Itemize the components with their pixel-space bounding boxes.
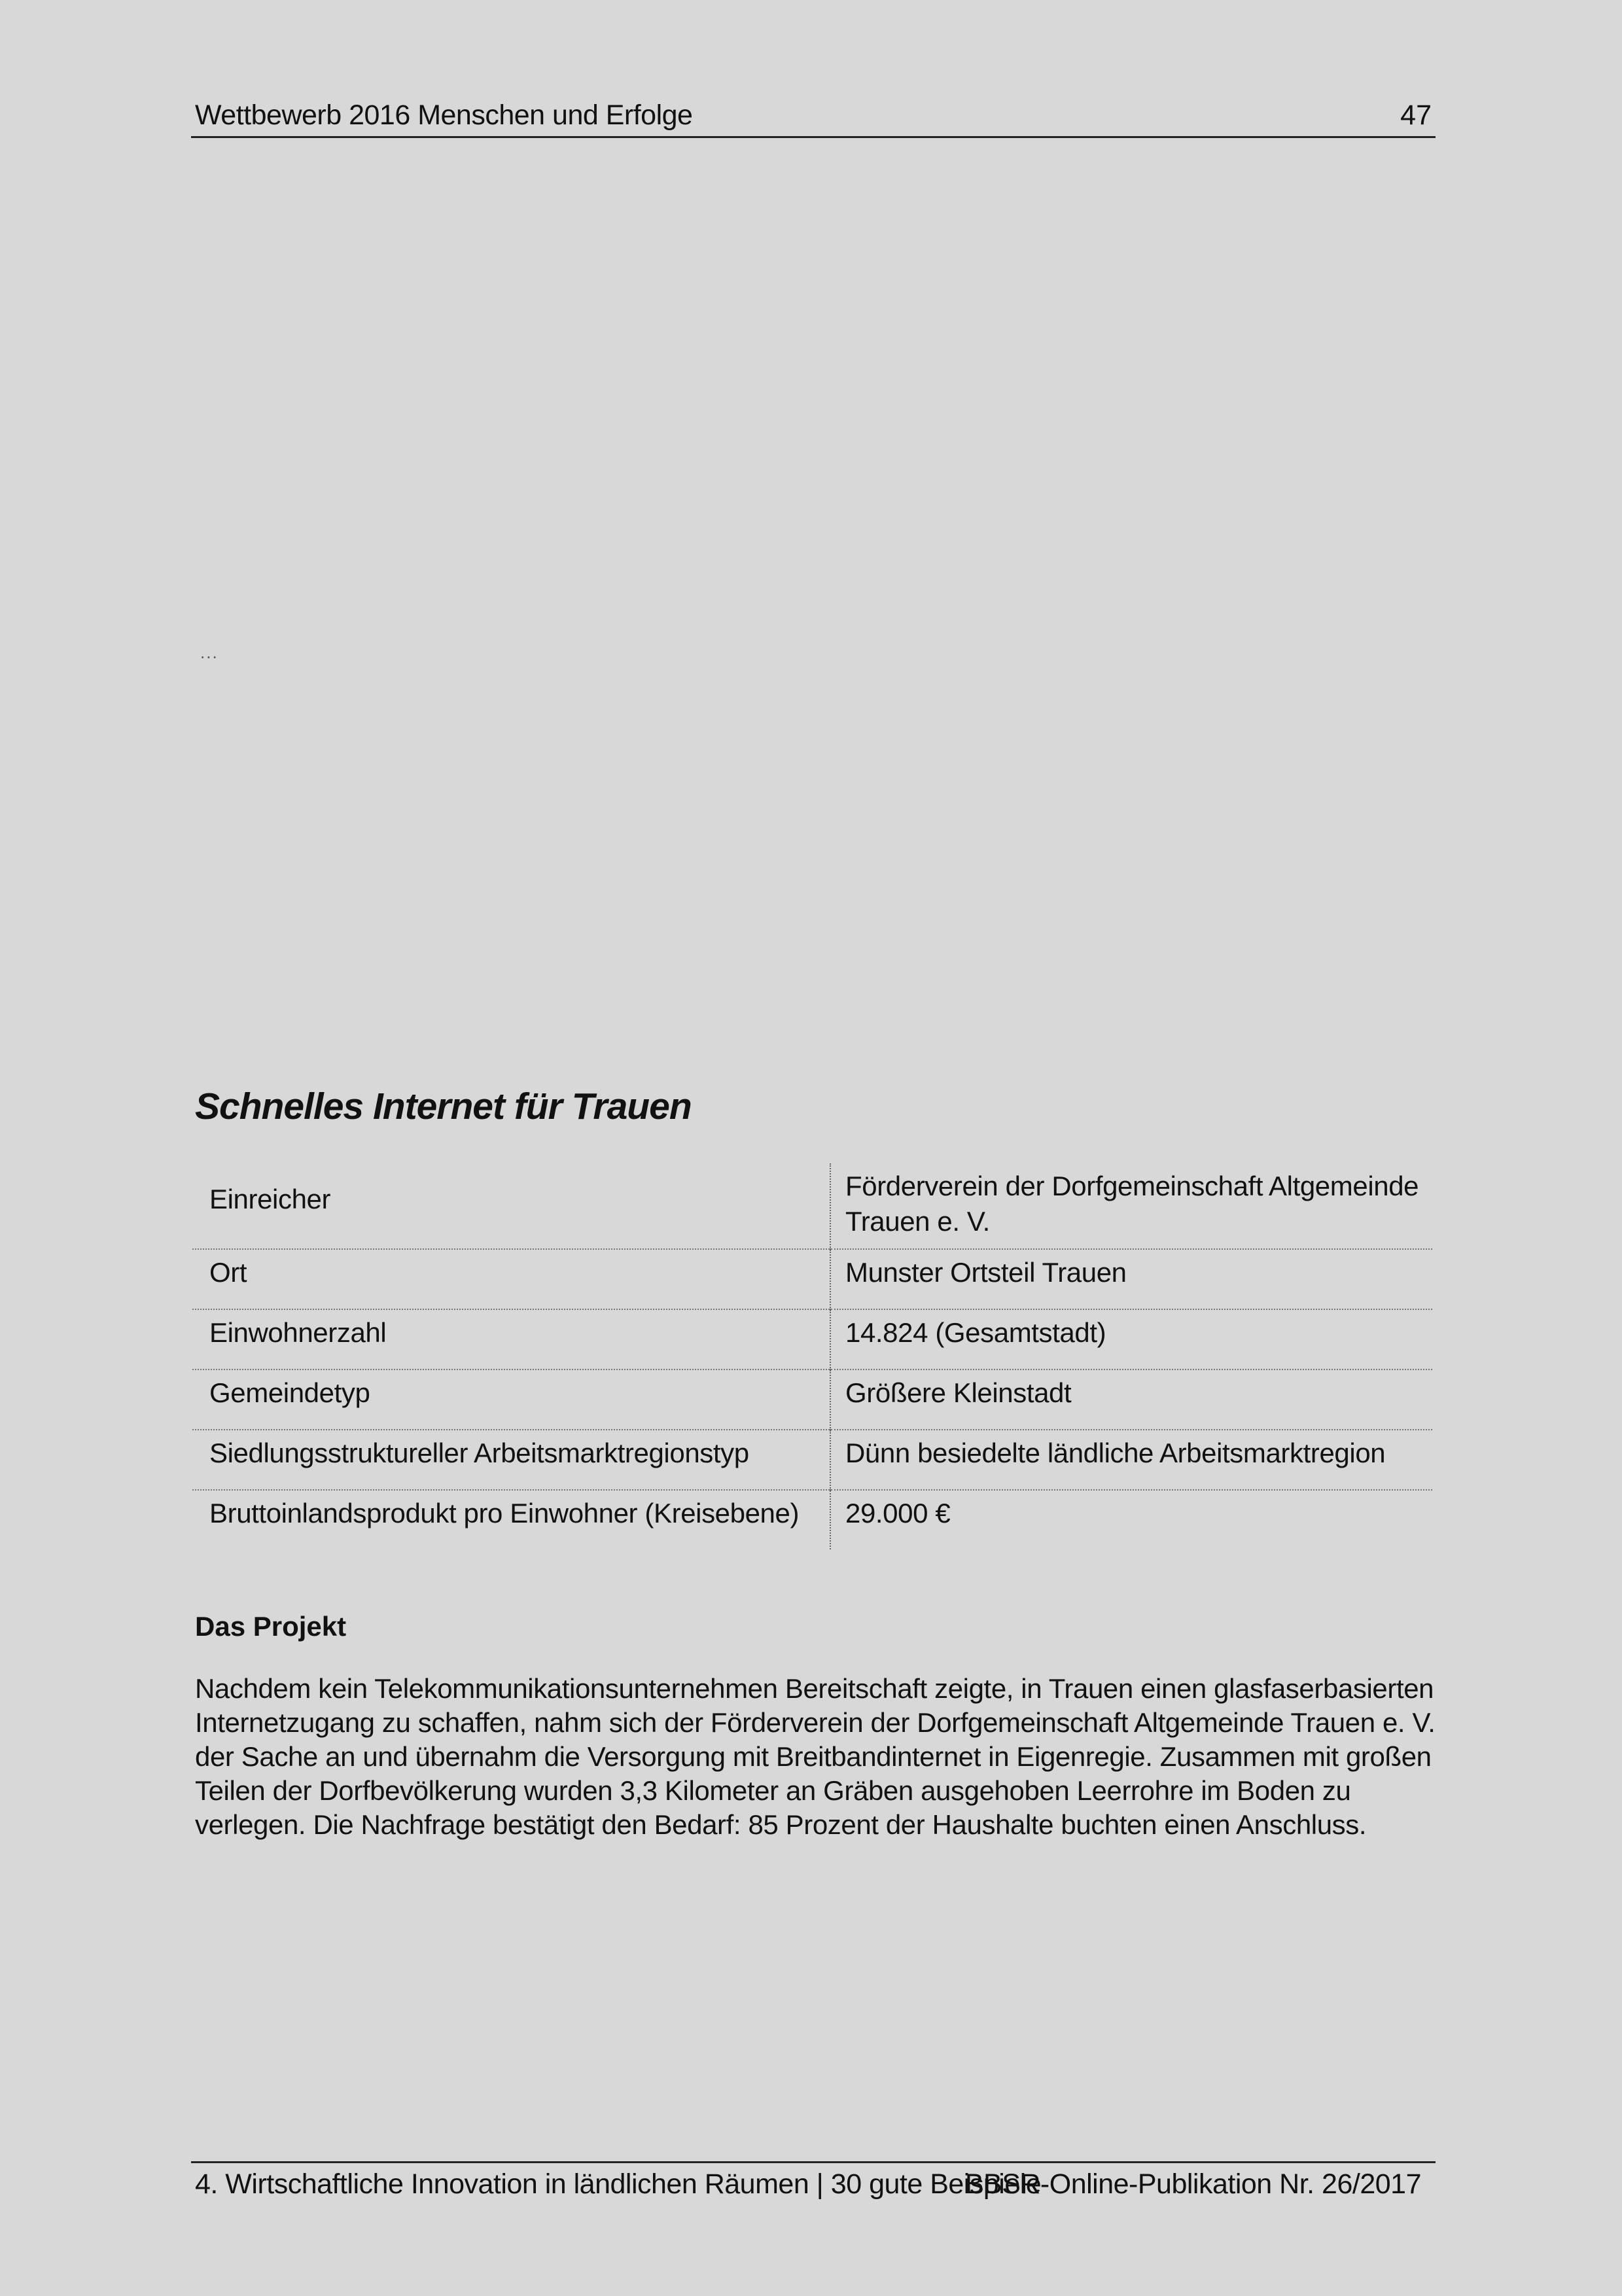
table-row: [192, 1490, 1432, 1549]
project-heading: Das Projekt: [195, 1611, 347, 1642]
project-info-table: [192, 1163, 1432, 1549]
image-placeholder-mark: ...: [200, 643, 219, 662]
page-header: [191, 97, 1436, 138]
row-value: Dünn besiedelte ländliche Arbeitsmarktregion: [830, 1430, 1432, 1490]
page-footer: [191, 2161, 1436, 2202]
section-title: Schnelles Internet für Trauen: [195, 1086, 692, 1127]
row-value: 29.000 €: [830, 1490, 1432, 1549]
header-title: Wettbewerb 2016 Menschen und Erfolge: [195, 99, 693, 131]
footer-publication: BBSR-Online-Publikation Nr. 26/2017: [964, 2168, 1421, 2200]
table-row: [192, 1163, 1432, 1249]
row-label: Gemeindetyp: [192, 1369, 830, 1430]
row-label: Ort: [192, 1249, 830, 1309]
footer-chapter: 4. Wirtschaftliche Innovation in ländlichen Räumen | 30 gute Beispiele: [195, 2168, 1042, 2200]
row-value: Förderverein der Dorfgemeinschaft Altgemeinde Trauen e. V.: [845, 1171, 1419, 1237]
row-label: Bruttoinlandsprodukt pro Einwohner (Kreisebene): [192, 1490, 830, 1549]
page-number: 47: [1400, 99, 1432, 131]
row-value: 14.824 (Gesamtstadt): [830, 1309, 1432, 1369]
project-description: Nachdem kein Telekommunikationsunternehmen Bereitschaft zeigte, in Trauen einen glasfaserbasierten Internetzugang zu schaffen, nahm sich der Förderverein der Dorfgemeinschaft Altgemeinde Trauen e. V. der Sache an und übernahm die Versorgung mit Breitbandinternet in Eigenregie. Zusammen mit großen Teilen der Dorfbevölkerung wurden 3,3 Kilometer an Gräben ausgehoben Leerrohre im Boden zu verlegen. Die Nachfrage bestätigt den Bedarf: 85 Prozent der Haushalte buchten einen Anschluss.: [195, 1673, 1436, 1840]
table-row: [192, 1430, 1432, 1490]
row-label: Einreicher: [192, 1163, 830, 1249]
row-value: Größere Kleinstadt: [830, 1369, 1432, 1430]
table-row: [192, 1309, 1432, 1369]
table-row: [192, 1249, 1432, 1309]
row-label: Einwohnerzahl: [192, 1309, 830, 1369]
row-value: Munster Ortsteil Trauen: [830, 1249, 1432, 1309]
row-label: Siedlungsstruktureller Arbeitsmarktregionstyp: [192, 1430, 830, 1490]
table-row: [192, 1369, 1432, 1430]
